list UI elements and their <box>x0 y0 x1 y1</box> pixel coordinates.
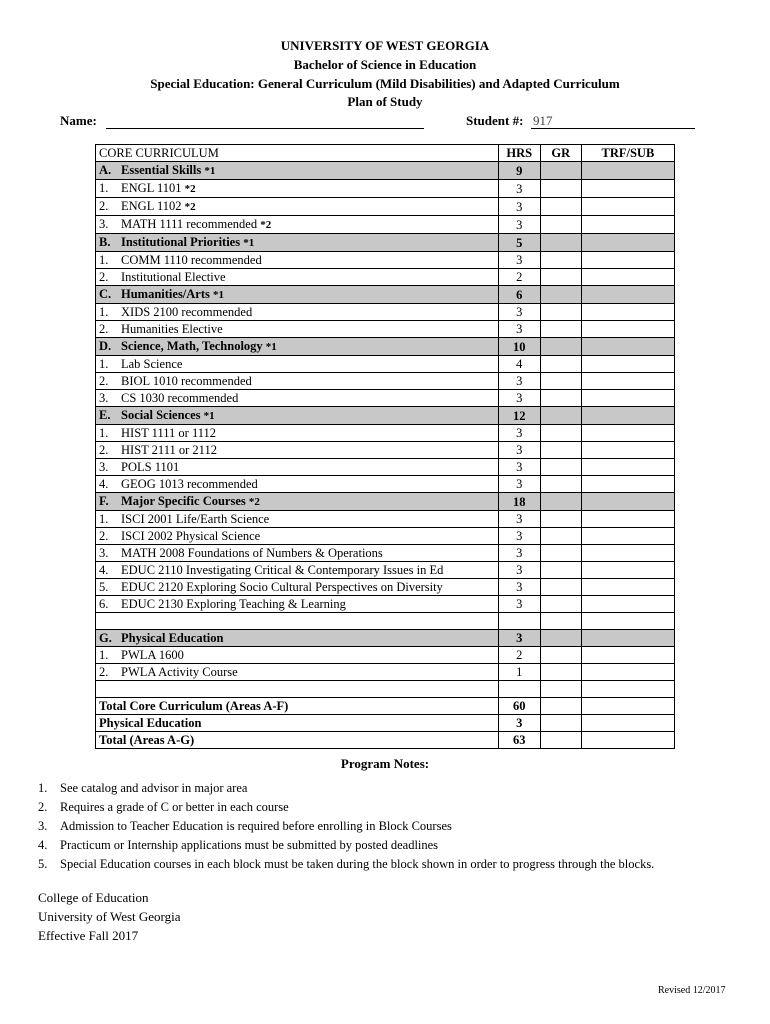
row-number: 4. <box>99 477 109 491</box>
note-number: 5. <box>38 857 48 871</box>
row-number: 5. <box>99 580 109 594</box>
blank-row <box>96 613 675 630</box>
row-label <box>96 647 499 664</box>
row-text: Science, Math, Technology <box>121 339 263 353</box>
row-text: HIST 2111 or 2112 <box>121 443 217 457</box>
row-text: Social Sciences <box>121 408 201 422</box>
row-number: 3. <box>99 391 109 405</box>
row-text: ISCI 2001 Life/Earth Science <box>121 512 270 526</box>
grade-cell <box>540 162 581 180</box>
student-number-label: Student #: <box>466 113 524 128</box>
row-label <box>96 493 499 511</box>
row-hours <box>498 681 540 698</box>
row-hours: 3 <box>498 198 540 216</box>
row-label <box>96 216 499 234</box>
row-text: PWLA Activity Course <box>121 665 238 679</box>
course-row <box>96 511 675 528</box>
total-row <box>96 715 675 732</box>
trf-sub-cell <box>581 630 674 647</box>
footnote-ref: *2 <box>248 496 260 508</box>
row-text: Humanities Elective <box>121 322 223 336</box>
row-label <box>96 338 499 356</box>
trf-sub-cell <box>581 613 674 630</box>
course-row <box>96 579 675 596</box>
row-label <box>96 545 499 562</box>
note-number: 2. <box>38 800 48 814</box>
row-hours: 3 <box>498 459 540 476</box>
note-text: Practicum or Internship applications must be submitted by posted deadlines <box>60 838 439 852</box>
course-row <box>96 459 675 476</box>
footnote-ref: *1 <box>265 341 277 353</box>
section-row <box>96 493 675 511</box>
trf-sub-cell[interactable] <box>581 198 674 216</box>
note-text: See catalog and advisor in major area <box>60 781 248 795</box>
row-text: ENGL 1102 <box>121 199 182 213</box>
footnote-ref: *2 <box>184 183 196 195</box>
row-label <box>96 442 499 459</box>
row-hours: 5 <box>498 234 540 252</box>
row-label <box>96 162 499 180</box>
grade-cell[interactable] <box>540 252 581 269</box>
row-text: PWLA 1600 <box>121 648 184 662</box>
course-row <box>96 528 675 545</box>
row-label <box>96 562 499 579</box>
grade-cell <box>540 234 581 252</box>
grade-cell[interactable] <box>540 269 581 286</box>
grade-cell[interactable] <box>540 390 581 407</box>
trf-sub-cell[interactable] <box>581 579 674 596</box>
row-number: 2. <box>99 374 109 388</box>
section-row <box>96 407 675 425</box>
row-hours: 3 <box>498 715 540 732</box>
section-row <box>96 630 675 647</box>
row-number: E. <box>99 408 111 422</box>
footnote-ref: *2 <box>184 201 196 213</box>
row-text: MATH 2008 Foundations of Numbers & Operations <box>121 546 383 560</box>
row-number: C. <box>99 287 112 301</box>
course-row <box>96 269 675 286</box>
course-row <box>96 562 675 579</box>
row-label <box>96 425 499 442</box>
row-number: 1. <box>99 181 109 195</box>
trf-sub-cell[interactable] <box>581 511 674 528</box>
row-label <box>96 698 499 715</box>
row-number: G. <box>99 631 112 645</box>
row-number: B. <box>99 235 111 249</box>
course-row <box>96 390 675 407</box>
course-row <box>96 476 675 493</box>
grade-cell <box>540 613 581 630</box>
trf-sub-cell <box>581 732 674 749</box>
university-title: UNIVERSITY OF WEST GEORGIA <box>280 38 490 53</box>
row-text: Physical Education <box>99 716 202 730</box>
grade-cell[interactable] <box>540 321 581 338</box>
row-label <box>96 732 499 749</box>
row-text: Essential Skills <box>121 163 202 177</box>
row-number: 2. <box>99 199 109 213</box>
grade-cell[interactable] <box>540 216 581 234</box>
course-row <box>96 304 675 321</box>
grade-cell[interactable] <box>540 511 581 528</box>
footnote-ref: *1 <box>243 237 255 249</box>
degree-title: Bachelor of Science in Education <box>293 57 477 72</box>
name-field[interactable] <box>106 128 424 129</box>
row-hours: 3 <box>498 579 540 596</box>
grade-cell <box>540 493 581 511</box>
row-text: Lab Science <box>121 357 183 371</box>
college-footer <box>38 888 181 945</box>
student-number-value[interactable]: 917 <box>533 113 553 128</box>
note-text: Requires a grade of C or better in each course <box>60 800 289 814</box>
row-number: 4. <box>99 563 109 577</box>
trf-sub-cell[interactable] <box>581 252 674 269</box>
grade-cell[interactable] <box>540 664 581 681</box>
course-row <box>96 596 675 613</box>
grade-cell[interactable] <box>540 356 581 373</box>
row-hours: 63 <box>498 732 540 749</box>
grade-cell[interactable] <box>540 459 581 476</box>
row-hours: 3 <box>498 596 540 613</box>
row-number: 2. <box>99 443 109 457</box>
row-number: 6. <box>99 597 109 611</box>
trf-sub-cell[interactable] <box>581 442 674 459</box>
grade-cell[interactable] <box>540 596 581 613</box>
row-hours: 3 <box>498 545 540 562</box>
trf-sub-cell[interactable] <box>581 562 674 579</box>
note-item <box>38 798 654 817</box>
trf-sub-cell <box>581 493 674 511</box>
row-hours <box>498 613 540 630</box>
row-text: BIOL 1010 recommended <box>121 374 252 388</box>
row-hours: 3 <box>498 252 540 269</box>
row-hours: 12 <box>498 407 540 425</box>
row-hours: 3 <box>498 180 540 198</box>
course-row <box>96 356 675 373</box>
row-hours: 3 <box>498 630 540 647</box>
grade-cell[interactable] <box>540 198 581 216</box>
col-hrs: HRS <box>498 145 540 162</box>
row-label <box>96 321 499 338</box>
row-number: 1. <box>99 253 109 267</box>
row-text: ISCI 2002 Physical Science <box>121 529 261 543</box>
trf-sub-cell[interactable] <box>581 528 674 545</box>
row-text: Institutional Elective <box>121 270 226 284</box>
row-hours: 2 <box>498 647 540 664</box>
section-row <box>96 286 675 304</box>
row-number: 2. <box>99 270 109 284</box>
footnote-ref: *1 <box>213 289 225 301</box>
row-hours: 6 <box>498 286 540 304</box>
note-number: 1. <box>38 781 48 795</box>
student-number-underline <box>531 128 695 129</box>
grade-cell <box>540 715 581 732</box>
course-row <box>96 647 675 664</box>
grade-cell[interactable] <box>540 562 581 579</box>
note-text: Admission to Teacher Education is required before enrolling in Block Courses <box>60 819 452 833</box>
trf-sub-cell <box>581 407 674 425</box>
total-row <box>96 698 675 715</box>
program-title: Special Education: General Curriculum (Mild Disabilities) and Adapted Curriculum <box>150 76 620 91</box>
row-label <box>96 286 499 304</box>
row-text: XIDS 2100 recommended <box>121 305 253 319</box>
row-label <box>96 681 499 698</box>
row-text: Humanities/Arts <box>121 287 210 301</box>
core-curriculum-table <box>95 144 675 749</box>
college-name: College of Education <box>38 890 149 905</box>
trf-sub-cell <box>581 681 674 698</box>
row-text: CS 1030 recommended <box>121 391 239 405</box>
row-label <box>96 373 499 390</box>
row-hours: 3 <box>498 425 540 442</box>
blank-row <box>96 681 675 698</box>
row-hours: 60 <box>498 698 540 715</box>
revised-date: Revised 12/2017 <box>658 985 726 996</box>
grade-cell[interactable] <box>540 304 581 321</box>
footnote-ref: *1 <box>204 165 216 177</box>
footnote-ref: *2 <box>260 219 272 231</box>
grade-cell[interactable] <box>540 425 581 442</box>
course-row <box>96 442 675 459</box>
row-hours: 3 <box>498 321 540 338</box>
row-text: Total Core Curriculum (Areas A-F) <box>99 699 289 713</box>
grade-cell <box>540 338 581 356</box>
row-text: EDUC 2120 Exploring Socio Cultural Perspectives on Diversity <box>121 580 443 594</box>
row-label <box>96 252 499 269</box>
row-hours: 3 <box>498 304 540 321</box>
row-label <box>96 234 499 252</box>
program-notes-list <box>38 779 654 874</box>
trf-sub-cell[interactable] <box>581 664 674 681</box>
trf-sub-cell[interactable] <box>581 596 674 613</box>
row-hours: 3 <box>498 528 540 545</box>
row-label <box>96 596 499 613</box>
row-hours: 1 <box>498 664 540 681</box>
course-row <box>96 664 675 681</box>
row-label <box>96 476 499 493</box>
trf-sub-cell[interactable] <box>581 476 674 493</box>
row-hours: 2 <box>498 269 540 286</box>
section-row <box>96 162 675 180</box>
trf-sub-cell <box>581 715 674 732</box>
course-row <box>96 216 675 234</box>
row-number: 2. <box>99 665 109 679</box>
grade-cell <box>540 286 581 304</box>
col-trf-sub: TRF/SUB <box>581 145 674 162</box>
row-text: Institutional Priorities <box>121 235 241 249</box>
row-label <box>96 407 499 425</box>
row-label <box>96 715 499 732</box>
row-label <box>96 630 499 647</box>
footnote-ref: *1 <box>203 410 215 422</box>
grade-cell <box>540 698 581 715</box>
program-notes-title: Program Notes: <box>340 756 430 771</box>
section-row <box>96 338 675 356</box>
col-gr: GR <box>540 145 581 162</box>
row-label <box>96 180 499 198</box>
grade-cell[interactable] <box>540 545 581 562</box>
row-text: EDUC 2130 Exploring Teaching & Learning <box>121 597 346 611</box>
table-header-row <box>96 145 675 162</box>
row-hours: 3 <box>498 216 540 234</box>
grade-cell[interactable] <box>540 442 581 459</box>
trf-sub-cell <box>581 698 674 715</box>
trf-sub-cell[interactable] <box>581 304 674 321</box>
grade-cell <box>540 681 581 698</box>
row-text: HIST 1111 or 1112 <box>121 426 217 440</box>
note-text: Special Education courses in each block must be taken during the block shown in order to progress through the blocks. <box>60 857 655 871</box>
effective-date: Effective Fall 2017 <box>38 928 139 943</box>
course-row <box>96 198 675 216</box>
row-text: EDUC 2110 Investigating Critical & Contemporary Issues in Ed <box>121 563 444 577</box>
trf-sub-cell[interactable] <box>581 356 674 373</box>
row-number: 1. <box>99 426 109 440</box>
row-number: 3. <box>99 460 109 474</box>
row-number: 1. <box>99 357 109 371</box>
section-row <box>96 234 675 252</box>
trf-sub-cell <box>581 234 674 252</box>
total-row <box>96 732 675 749</box>
row-number: 1. <box>99 648 109 662</box>
row-text: GEOG 1013 recommended <box>121 477 258 491</box>
row-number: F. <box>99 494 109 508</box>
row-text: ENGL 1101 <box>121 181 182 195</box>
row-text: COMM 1110 recommended <box>121 253 262 267</box>
trf-sub-cell[interactable] <box>581 459 674 476</box>
row-hours: 3 <box>498 373 540 390</box>
row-number: 2. <box>99 322 109 336</box>
trf-sub-cell <box>581 286 674 304</box>
note-item <box>38 836 654 855</box>
row-text: POLS 1101 <box>121 460 180 474</box>
trf-sub-cell <box>581 162 674 180</box>
trf-sub-cell[interactable] <box>581 216 674 234</box>
row-label <box>96 304 499 321</box>
grade-cell[interactable] <box>540 373 581 390</box>
name-label: Name: <box>60 113 97 128</box>
row-label <box>96 198 499 216</box>
course-row <box>96 321 675 338</box>
grade-cell[interactable] <box>540 528 581 545</box>
row-label <box>96 269 499 286</box>
grade-cell <box>540 407 581 425</box>
row-number: 1. <box>99 305 109 319</box>
trf-sub-cell[interactable] <box>581 373 674 390</box>
grade-cell[interactable] <box>540 579 581 596</box>
grade-cell <box>540 732 581 749</box>
row-text: Physical Education <box>121 631 224 645</box>
row-number: 3. <box>99 546 109 560</box>
row-hours: 3 <box>498 476 540 493</box>
note-item <box>38 817 654 836</box>
note-item <box>38 779 654 798</box>
grade-cell <box>540 630 581 647</box>
course-row <box>96 425 675 442</box>
row-hours: 3 <box>498 390 540 407</box>
grade-cell[interactable] <box>540 476 581 493</box>
row-hours: 18 <box>498 493 540 511</box>
row-hours: 10 <box>498 338 540 356</box>
trf-sub-cell[interactable] <box>581 321 674 338</box>
trf-sub-cell[interactable] <box>581 390 674 407</box>
course-row <box>96 545 675 562</box>
note-number: 3. <box>38 819 48 833</box>
row-hours: 4 <box>498 356 540 373</box>
row-text: Major Specific Courses <box>121 494 246 508</box>
row-label <box>96 356 499 373</box>
university-name: University of West Georgia <box>38 909 181 924</box>
grade-cell[interactable] <box>540 647 581 664</box>
row-label <box>96 528 499 545</box>
row-number: D. <box>99 339 112 353</box>
course-row <box>96 373 675 390</box>
row-number: 3. <box>99 217 109 231</box>
row-hours: 9 <box>498 162 540 180</box>
course-row <box>96 180 675 198</box>
trf-sub-cell[interactable] <box>581 647 674 664</box>
row-number: 2. <box>99 529 109 543</box>
trf-sub-cell[interactable] <box>581 269 674 286</box>
trf-sub-cell <box>581 338 674 356</box>
row-hours: 3 <box>498 442 540 459</box>
row-hours: 3 <box>498 562 540 579</box>
trf-sub-cell[interactable] <box>581 545 674 562</box>
row-hours: 3 <box>498 511 540 528</box>
course-row <box>96 252 675 269</box>
row-label <box>96 664 499 681</box>
row-text: MATH 1111 recommended <box>121 217 258 231</box>
note-number: 4. <box>38 838 48 852</box>
row-label <box>96 511 499 528</box>
row-label <box>96 579 499 596</box>
row-text: Total (Areas A-G) <box>99 733 195 747</box>
document-title: Plan of Study <box>347 94 423 109</box>
note-item <box>38 855 654 874</box>
row-label <box>96 390 499 407</box>
trf-sub-cell[interactable] <box>581 180 674 198</box>
grade-cell[interactable] <box>540 180 581 198</box>
row-label <box>96 459 499 476</box>
trf-sub-cell[interactable] <box>581 425 674 442</box>
row-number: 1. <box>99 512 109 526</box>
row-number: A. <box>99 163 112 177</box>
row-label <box>96 613 499 630</box>
col-core-curriculum: CORE CURRICULUM <box>96 145 499 162</box>
